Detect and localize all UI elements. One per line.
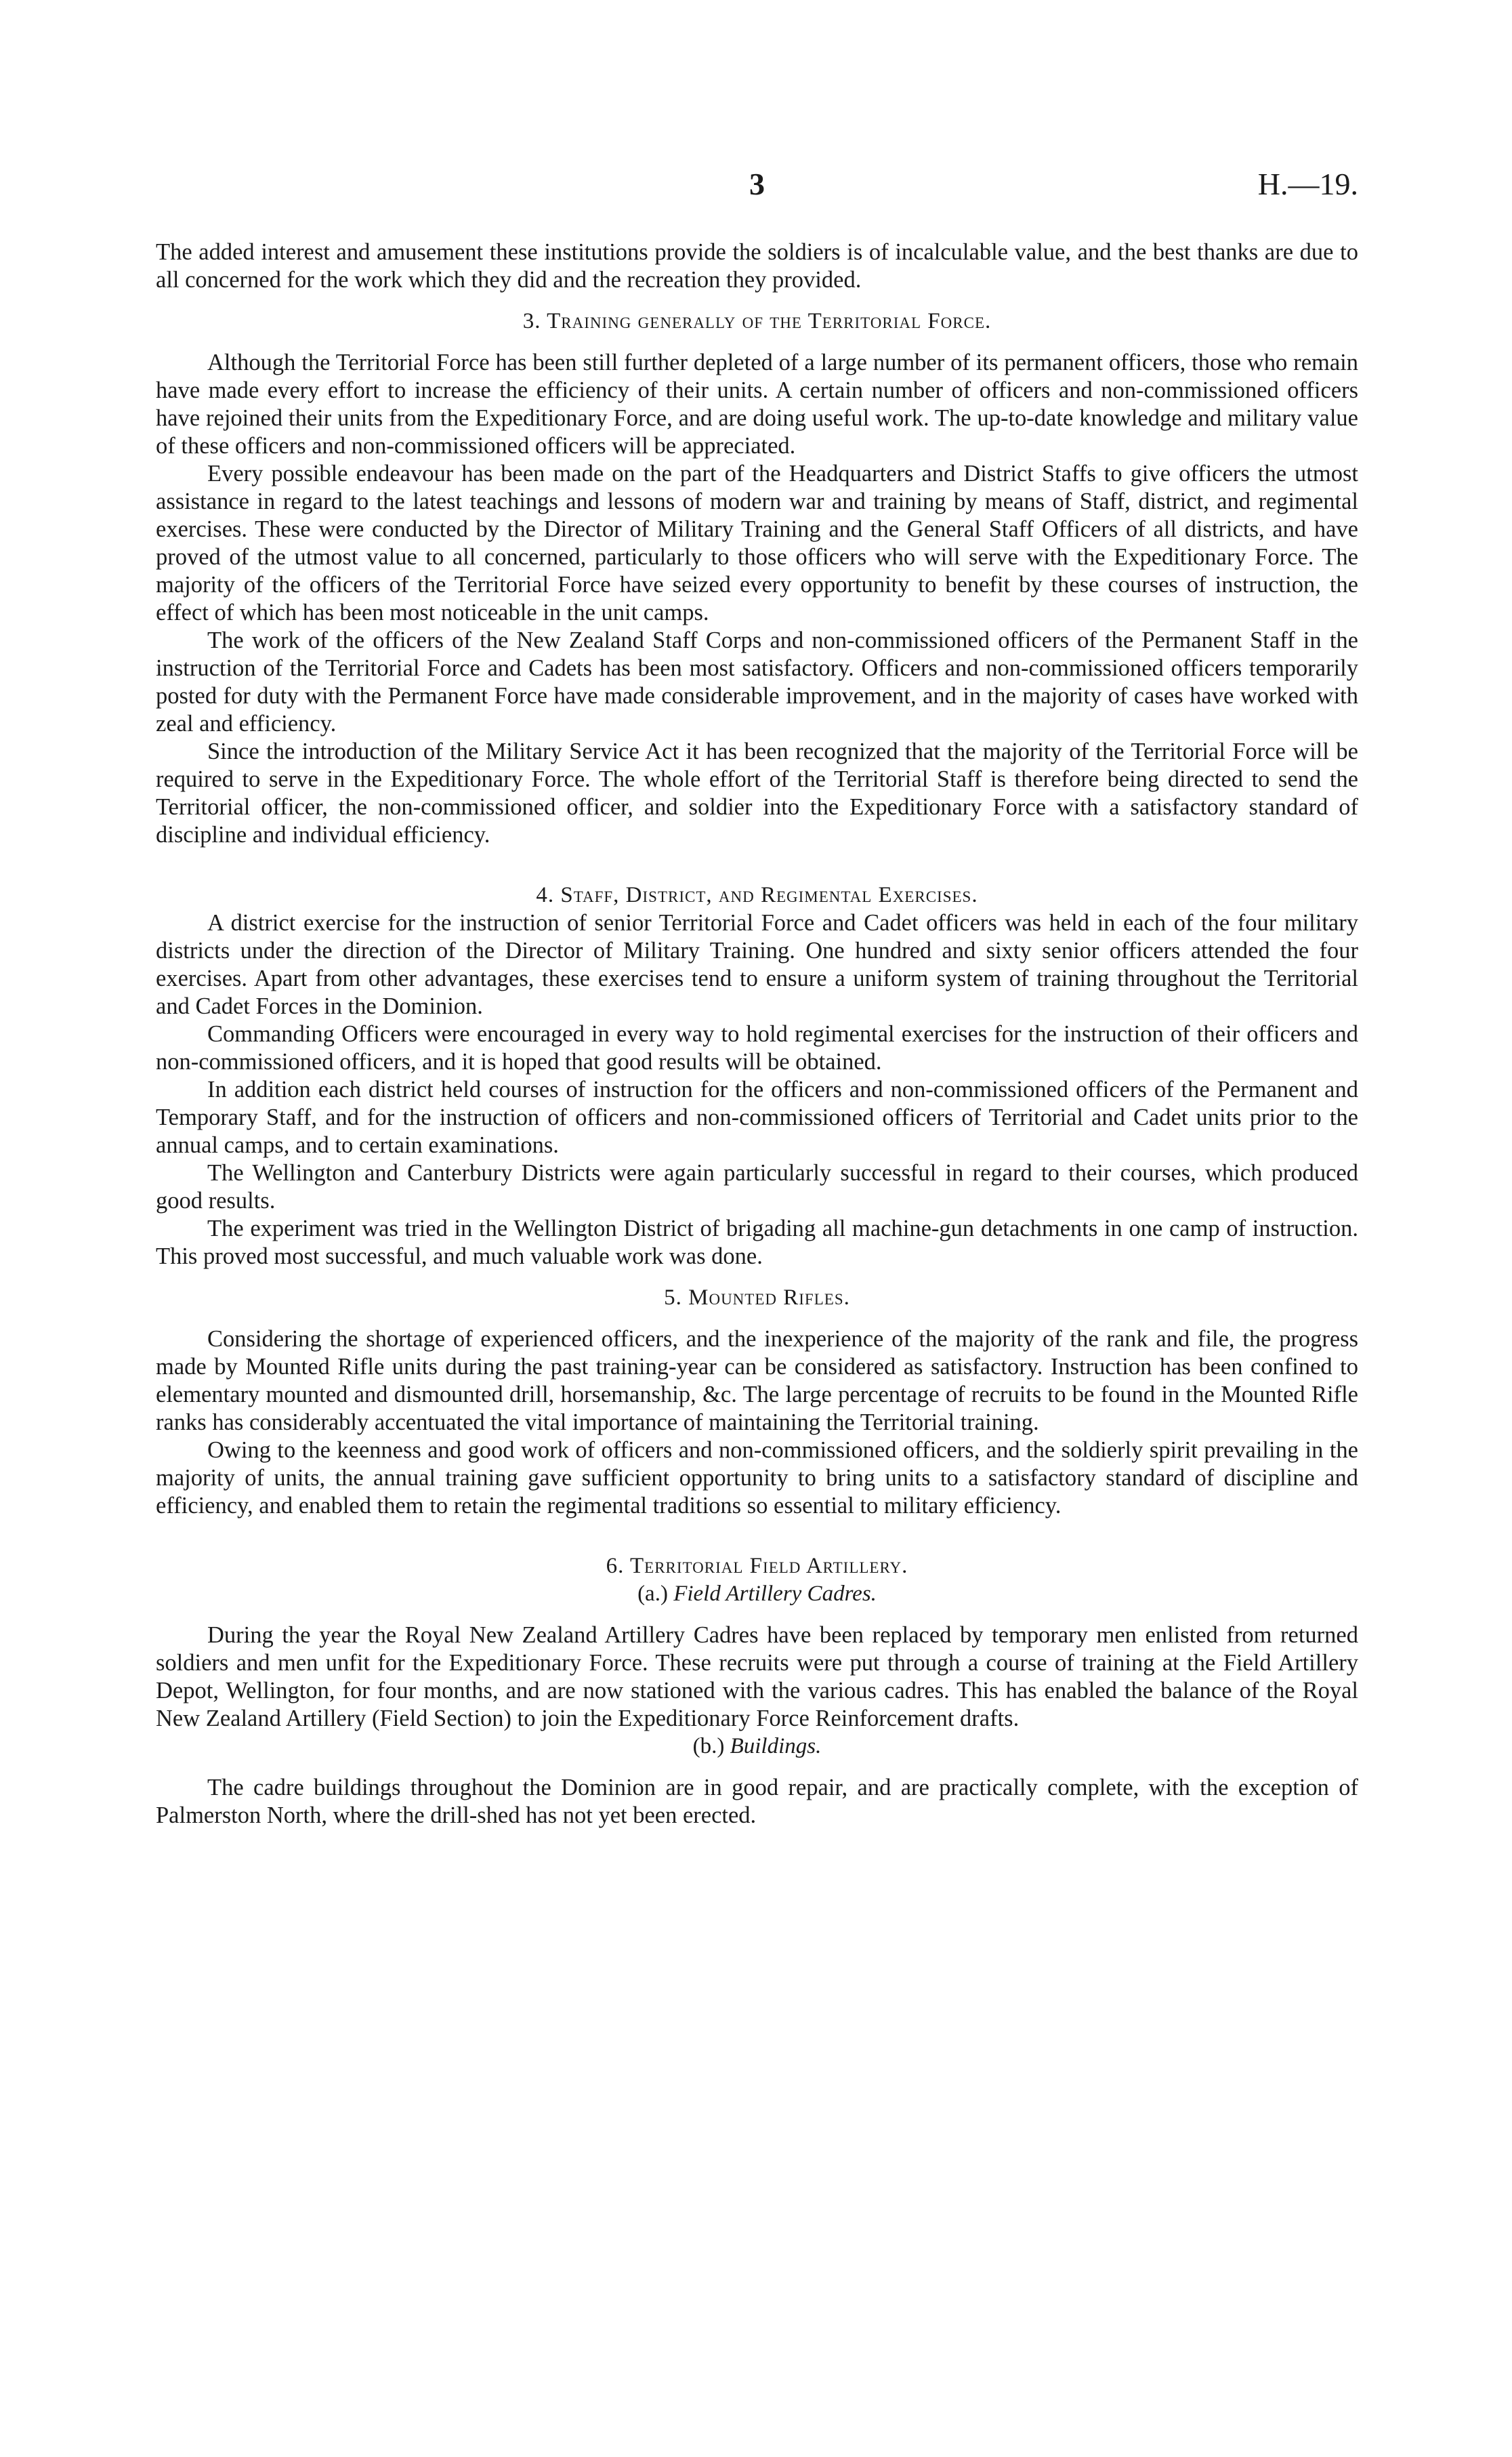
paragraph: Every possible endeavour has been made on the part of the Headquarters and District Staffs to give officers the utmost assistance in regard to the latest teachings and lessons of modern war and training by means of Staff, district, and regimental exercises. These were conducted by the Director of Military Training and the General Staff Officers of all districts, and have proved of the utmost value to all concerned, particularly to those officers who will serve with the Expeditionary Force. The majority of the officers of the Territorial Force have seized every opportunity to benefit by these courses of instruction, the effect of which has been most noticeable in the unit camps. xyxy=(156,461,1358,625)
section-heading: 4. Staff, District, and Regimental Exercises. xyxy=(536,883,978,907)
paragraph: In addition each district held courses of instruction for the officers and non-commissioned officers of the Permanent and Temporary Staff, and for the instruction of officers and non-commissioned officers of Territorial and Cadet units prior to the annual camps, and to certain examinations. xyxy=(156,1077,1358,1158)
paragraph: Owing to the keenness and good work of officers and non-commissioned officers, and the soldierly spirit prevailing in the majority of units, the annual training gave sufficient opportunity to bring units to a satisfactory standard of discipline and efficiency, and enabled them to retain the regimental traditions so essential to military efficiency. xyxy=(156,1437,1358,1519)
subsection-title: Buildings. xyxy=(730,1734,822,1758)
subsection-label: (b.) xyxy=(692,1734,725,1758)
subsection-label: (a.) xyxy=(637,1582,668,1606)
section-heading: 3. Training generally of the Territorial Force. xyxy=(522,309,992,333)
section-heading: 5. Mounted Rifles. xyxy=(664,1285,850,1310)
section-mounted-rifles xyxy=(156,1284,1358,1520)
paragraph: The work of the officers of the New Zealand Staff Corps and non-commissioned officers of the Permanent Staff in the instruction of the Territorial Force and Cadets has been most satisfactory. Officers and non-commissioned officers temporarily posted for duty with the Permanent Force have made considerable improvement, and in the majority of cases have worked with zeal and efficiency. xyxy=(156,627,1358,737)
paragraph: The cadre buildings throughout the Dominion are in good repair, and are practically complete, with the exception of Palmerston North, where the drill-shed has not yet been erected. xyxy=(156,1775,1358,1828)
paragraph: During the year the Royal New Zealand Artillery Cadres have been replaced by temporary men enlisted from returned soldiers and men unfit for the Expeditionary Force. These recruits were put through a course of training at the Field Artillery Depot, Wellington, for four months, and are now stationed with the various cadres. This has enabled the balance of the Royal New Zealand Artillery (Field Section) to join the Expeditionary Force Reinforcement drafts. xyxy=(156,1622,1358,1731)
paragraph: Although the Territorial Force has been still further depleted of a large number of its permanent officers, those who remain have made every effort to increase the efficiency of their units. A certain number of officers and non-commissioned officers have rejoined their units from the Expeditionary Force, and are doing useful work. The up-to-date knowledge and military value of these officers and non-commissioned officers will be appreciated. xyxy=(156,350,1358,459)
intro-paragraph: The added interest and amusement these institutions provide the soldiers is of incalculable value, and the best thanks are due to all concerned for the work which they did and the recreation they provided. xyxy=(156,239,1358,293)
paragraph: The Wellington and Canterbury Districts were again particularly successful in regard to their courses, which produced good results. xyxy=(156,1160,1358,1214)
subsection-title: Field Artillery Cadres. xyxy=(673,1582,877,1606)
paragraph: Considering the shortage of experienced officers, and the inexperience of the majority of the rank and file, the progress made by Mounted Rifle units during the past training-year can be considered as satisfactory. Instruction has been confined to elementary mounted and dismounted drill, horsemanship, &c. The large percentage of recruits to be found in the Mounted Rifle ranks has considerably accentuated the vital importance of maintaining the Territorial training. xyxy=(156,1326,1358,1435)
paragraph: Since the introduction of the Military Service Act it has been recognized that the majority of the Territorial Force will be required to serve in the Expeditionary Force. The whole effort of the Territorial Staff is therefore being directed to send the Territorial officer, the non-commissioned officer, and soldier into the Expeditionary Force with a satisfactory standard of discipline and individual efficiency. xyxy=(156,739,1358,848)
subsection-heading xyxy=(156,1580,1358,1608)
subsection-heading xyxy=(156,1733,1358,1760)
page-number: 3 xyxy=(749,167,765,201)
document-reference: H.—19. xyxy=(1257,167,1358,201)
paragraph: The experiment was tried in the Wellington District of brigading all machine-gun detachments in one camp of instruction. This proved most successful, and much valuable work was done. xyxy=(156,1216,1358,1269)
section-training xyxy=(156,308,1358,849)
section-exercises xyxy=(156,882,1358,1271)
document-body xyxy=(156,239,1358,1830)
paragraph: A district exercise for the instruction of senior Territorial Force and Cadet officers was held in each of the four military districts under the direction of the Director of Military Training. One hundred and sixty senior officers attended the four exercises. Apart from other advantages, these exercises tend to ensure a uniform system of training throughout the Territorial and Cadet Forces in the Dominion. xyxy=(156,910,1358,1019)
section-field-artillery xyxy=(156,1552,1358,1830)
section-heading: 6. Territorial Field Artillery. xyxy=(606,1554,908,1578)
page-header xyxy=(156,166,1358,213)
paragraph: Commanding Officers were encouraged in every way to hold regimental exercises for the instruction of their officers and non-commissioned officers, and it is hoped that good results will be obtained. xyxy=(156,1021,1358,1075)
